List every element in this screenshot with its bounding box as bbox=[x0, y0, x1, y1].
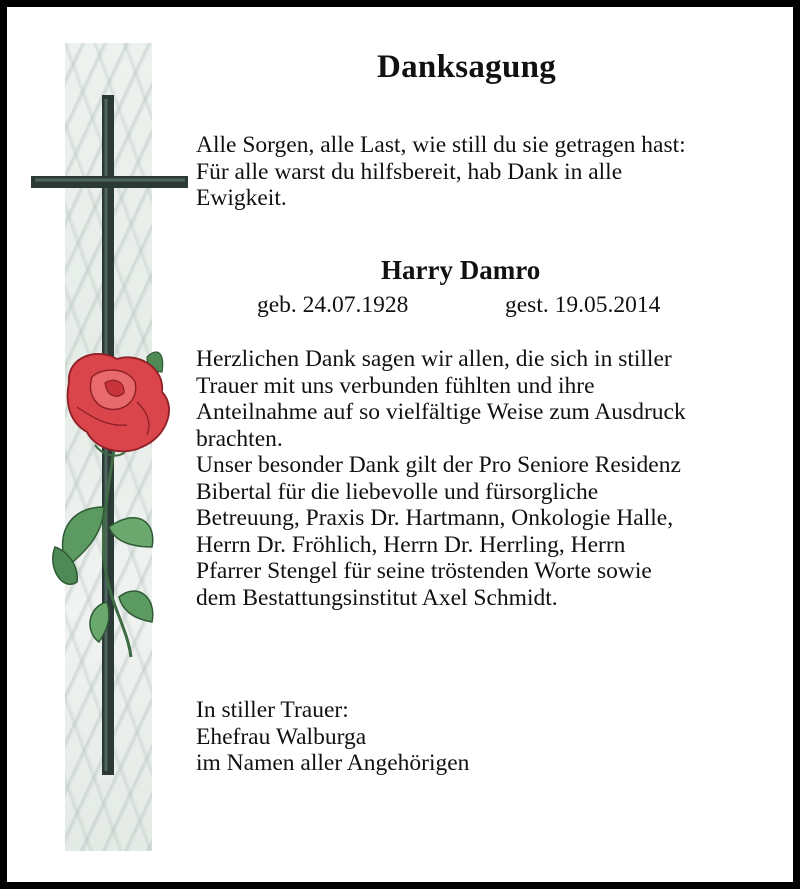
death-date: gest. 19.05.2014 bbox=[505, 292, 661, 318]
verse-line: Alle Sorgen, alle Last, wie still du sie getragen hast: bbox=[196, 132, 686, 158]
thanks-line: dem Bestattungsinstitut Axel Schmidt. bbox=[196, 584, 558, 611]
thanks-line: Herrn Dr. Fröhlich, Herrn Dr. Herrling, Herrn bbox=[196, 531, 626, 558]
signature-line: In stiller Trauer: bbox=[196, 697, 349, 723]
signature-line: Ehefrau Walburga bbox=[196, 723, 367, 750]
verse-line: Für alle warst du hilfsbereit, hab Dank in alle bbox=[196, 158, 623, 185]
signature bbox=[196, 697, 469, 777]
thanks-line: Anteilnahme auf so vielfältige Weise zum Ausdruck bbox=[196, 399, 686, 425]
deceased-name: Harry Damro bbox=[381, 255, 541, 285]
thanks-text bbox=[196, 346, 686, 611]
verse-line: Ewigkeit. bbox=[196, 185, 287, 211]
thanks-line: Bibertal für die liebevolle und fürsorgliche bbox=[196, 478, 599, 505]
thanks-line: Betreuung, Praxis Dr. Hartmann, Onkologie Halle, bbox=[196, 505, 674, 531]
verse bbox=[196, 132, 686, 212]
thanks-line: Herzlichen Dank sagen wir allen, die sich in stiller bbox=[196, 346, 672, 372]
thanks-line: brachten. bbox=[196, 425, 283, 452]
thanks-line: Pfarrer Stengel für seine tröstenden Worte sowie bbox=[196, 558, 652, 584]
thanks-line: Trauer mit uns verbunden fühlten und ihre bbox=[196, 372, 595, 399]
thanks-line: Unser besonder Dank gilt der Pro Seniore Residenz bbox=[196, 452, 681, 478]
birth-date: geb. 24.07.1928 bbox=[257, 292, 409, 318]
signature-line: im Namen aller Angehörigen bbox=[196, 750, 470, 776]
page-title: Danksagung bbox=[377, 49, 557, 85]
